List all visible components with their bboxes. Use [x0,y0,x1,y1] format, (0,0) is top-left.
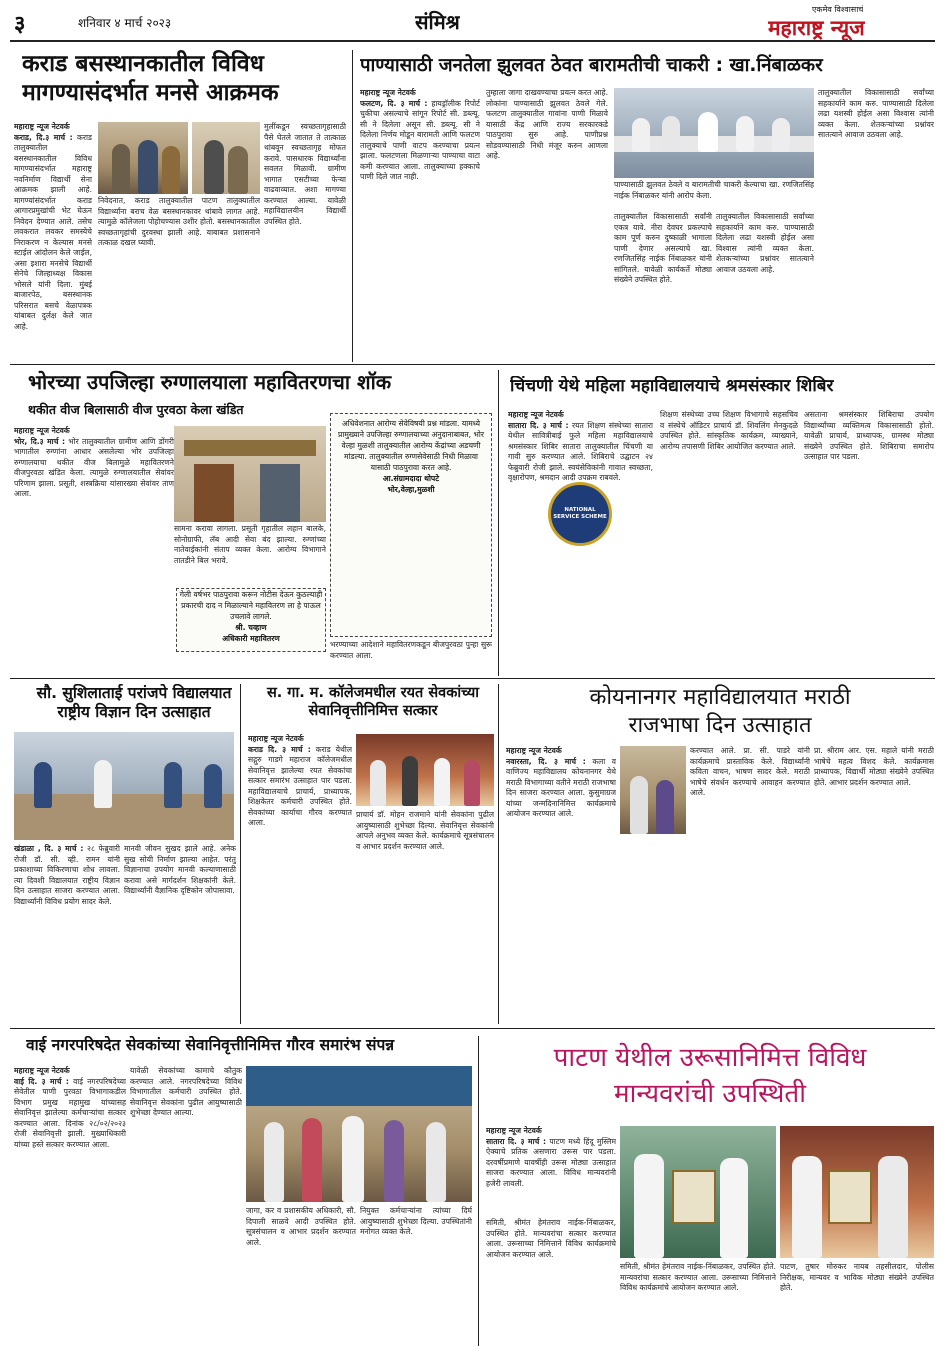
paranjape-body-1: २८ फेब्रुवारी रोजी डॉ. सी. व्ही. रामन यांनी प्रकाशाच्या विकिरणाचा शोध लावला. त्या दिवशी विद्यालयात राष्ट्रीय विज्ञान दिन उत्साहात साजरा करण्यात आला. विद्यार्थ्यांनी विविध प्रयोग सादर केले. [14,844,120,906]
karad-dateline: कराड, दि.३ मार्च : [14,132,73,142]
sgm-byline: महाराष्ट्र न्यूज नेटवर्क [248,734,304,743]
sgm-photo [356,734,494,806]
sgm-dateline: कराड दि. ३ मार्च : [248,744,311,754]
patan-photo-2 [780,1126,934,1258]
wai-body-1: वाई नगरपरिषदेच्या सेवेतील पाणी पुरवठा विभागाकडील विभाग प्रमुख महामुख यांच्यासह सेवानिवृत्त झालेल्या कर्मचाऱ्यांचा सत्कार करण्यात आला. दिनांक २८/०२/२०२३ रोजी सेवानिवृत्ती झाली. मुख्याधिकारी यांच्या हस्ते सत्कार करण्यात आला. [14,1076,126,1149]
paranjape-photo [14,732,234,840]
bhor-subheadline: थकीत वीज बिलासाठी वीज पुरवठा केला खंडित [28,402,244,417]
sgm-col1 [248,734,352,1024]
brand-tagline: एकमेव विश्वासाचं [812,5,864,14]
karad-headline [22,50,342,108]
patan-headline-line1: पाटण येथील उरूसानिमित्त विविध [553,1043,867,1073]
section-rule [10,678,935,679]
karad-photo-2 [192,122,260,194]
sgm-headline [248,684,498,720]
bhor-notice-text: अधिवेशनात आरोग्य सेवेविषयी प्रश्न मांडला. यामध्ये प्रामुख्याने उपजिल्हा रुग्णालयाच्या अनुदानाबाबत, भोर वेल्हा मुळशी तालुक्यातील आरोग्य केंद्रांच्या अडचणी मांडल्या. तालुक्यातील रुग्णसेवेसाठी निधी मिळावा यासाठी पाठपुरावा करत आहे. [338,419,484,472]
baramati-col3b: तालुक्यातील विकासासाठी सर्वांच्या सहकार्याने काम करु. पाण्यासाठी दिलेला लढा यशस्वी होईल असा विश्वास त्यांनी व्यक्त केला. शेतकऱ्यांच्या प्रश्नांवर सातत्याने आवाज उठवला आहे. [716,212,814,274]
karad-col2: निवेदनात, कराड तालुक्यातील पाटण तालुक्यातील विद्यार्थ्यांना बराच वेळ बसस्थानकावर थांबावे लागत आहे. त्यामुळे कॉलेजला पोहोचण्यास उशीर होतो. बसस्थानकातील स्वच्छतागृहांची दुरवस्था झाली आहे. याबाबत प्रशासनाने तत्काळ दखल घ्यावी. [98,196,260,247]
bhor-quote-role: अधिकारी महावितरण [222,634,280,643]
baramati-col4: तालुक्यातील विकासासाठी सर्वांच्या सहकार्याने काम करु. पाण्यासाठी दिलेला लढा यशस्वी होईल असा विश्वास त्यांनी व्यक्त केला. शेतकऱ्यांच्या प्रश्नांवर सातत्याने आवाज उठवला आहे. [818,88,934,139]
col-divider [352,50,353,362]
bhor-quote: गेली वर्षभर पाठपुरावा करून नोटीस देऊन कुठल्याही प्रकारची दाद न मिळाल्याने महावितरण ला हे पाऊल उचलावे लागले. [179,590,323,621]
patan-col3: पाटण, तुषार मोरुकर नायब तहसीलदार, पोलीस निरीक्षक, मान्यवर व भाविक मोठ्या संख्येने उपस्थित होते. [780,1262,934,1292]
koyna-col3: प्रा. श्रीराम आर. एस. महाले यांनी मराठी भाषेचे महत्व विशद केले. कार्यक्रमास प्राध्यापक, विद्यार्थी मोठ्या संख्येने उपस्थित होते. आभार प्रदर्शन करण्यात आले. [814,746,934,787]
bhor-notice-box [330,413,492,637]
brand-logo: महाराष्ट्र न्यूज [768,16,865,40]
baramati-body-1: हायड्रॉलीक रिपोर्ट चुकीचा असल्याचे सांगून रिपोर्ट सी. डब्ल्यू. सी ने दिलेला असून सी. डब्ल्यू. सी ने दिलेला निर्णय मोडून बारामती आणि फलटण तालुक्याचे पाणी वाटप करण्याचा प्रयत्न झाला. फलटणला मिळणाऱ्या पाण्याचा वाटा कमी करण्यात आला. तालुक्याच्या हक्काचे पाणी दिले जात नाही. [360,98,480,181]
koyna-headline-line2: राजभाषा दिन उत्साहात [628,712,812,738]
baramati-dateline: फलटण, दि. ३ मार्च : [360,98,428,108]
col-divider [498,684,499,1024]
bhor-notice-place: भोर,वेल्हा,मुळशी [387,485,435,494]
karad-body-1: कराड तालुक्यातील बसस्थानकातील विविध मागण्यासंदर्भात महाराष्ट्र नवनिर्माण विद्यार्थी सेना आक्रमक झाली आहे. मागण्यांसंदर्भात कराड आगारप्रमुखांची भेट घेऊन निवेदन देण्यात आले. तसेच लवकरात लवकर समस्येचे निराकरण न केल्यास मनसे स्टाईल आंदोलन केले जाईल, असा इशारा मनसेचे विद्यार्थी सेनेचे जिल्हाध्यक्ष विकास भोसले यांनी दिला. मुंबई बाजारपेठ, बसस्थानक परिसरात बसचे वेळापत्रक यांबाबत दुर्लक्ष केले जात आहे. [14,132,92,331]
bhor-notice-signature: आ.संग्रामदादा थोपटे [382,474,440,483]
section-rule [10,364,935,365]
issue-date: शनिवार ४ मार्च २०२३ [78,16,172,30]
bhor-col2: सामना करावा लागला. प्रसूती गृहातील लहान बालके, सोनोग्राफी, लॅब आदी सेवा बंद झाल्या. रुग्णांच्या नातेवाईकांनी संताप व्यक्त केला. आरोग्य विभागाने तातडीने बिल भरावे. [174,524,326,565]
wai-col4: नियुक्त कर्मचाऱ्यांना त्यांच्या दिर्घ आयुष्यासाठी शुभेच्छा दिल्या. उपस्थितांनी मनोगत व्यक्त केले. [360,1206,472,1236]
bhor-col1 [14,426,174,676]
koyna-body-1: कला व वाणिज्य महाविद्यालय कोयनानगर येथे मराठी विभागाच्या वतीने मराठी राजभाषा दिन साजरा करण्यात आला. कुसुमाग्रज यांच्या जन्मदिनानिमित्त कार्यक्रमाचे आयोजन करण्यात आले. [506,756,616,818]
patan-photo [620,1126,776,1258]
baramati-col3: तालुक्यातील विकासासाठी सर्वांनी एकत्र यावे. नीरा देवघर प्रकल्पाचे काम पूर्ण करुन दुष्काळी भागाला पाणी देणार असल्याचे खा. रणजितसिंह नाईक निंबाळकर यांनी सांगितले. यावेळी कार्यकर्ते मोठ्या संख्येने उपस्थित होते. [614,212,712,284]
chinchani-byline: महाराष्ट्र न्यूज नेटवर्क [508,410,564,419]
col-divider [240,684,241,1024]
baramati-byline: महाराष्ट्र न्यूज नेटवर्क [360,88,416,97]
karad-photo [98,122,188,194]
koyna-byline: महाराष्ट्र न्यूज नेटवर्क [506,746,562,755]
nss-logo [548,482,612,546]
baramati-col2: तुम्हाला जागा दाखवण्याचा प्रयत्न करत आहे. लोकांना पाण्यासाठी झुलवत ठेवले गेले. फलटण तालुक्यातील गावांना पाणी मिळावे यासाठी केंद्र आणि राज्य सरकारकडे पाठपुरावा सुरु आहे. पाणीप्रश्न सोडवण्यासाठी निधी मंजूर करुन आणला आहे. [486,88,608,160]
bhor-quote-signature: श्री. चव्हाण [235,623,267,632]
page-number: ३ [14,12,26,37]
bhor-body-1: भोर तालुक्यातील ग्रामीण आणि डोंगरी भागातील रुग्णांना आधार असलेल्या भोर उपजिल्हा रुग्णालयाचा थकीत वीज बिलामुळे महावितरणने वीजपुरवठा खंडित केला. त्यामुळे रुग्णालयातील सेवांवर परिणाम झाला. प्रसूती, शस्त्रक्रिया यांसारख्या सेवांवर ताण आला. [14,436,174,498]
karad-headline-line2: मागण्यासंदर्भात मनसे आक्रमक [22,79,279,106]
wai-col1 [14,1066,126,1346]
chinchani-dateline: सातारा दि. ३ मार्च : [508,420,569,430]
chinchani-col2: शिक्षण संस्थेच्या उच्च शिक्षण विभागाचे सहसचिव व संस्थेचे ऑडिटर प्राचार्य डॉ. शिवलिंग मेनकुदळे उपस्थित होते. सांस्कृतिक कार्यक्रम, व्याख्याने, आरोग्य तपासणी शिबिर आयोजित करण्यात आले. [660,410,798,451]
patan-headline [486,1040,934,1113]
wai-headline: वाई नगरपरिषदेत सेवकांच्या सेवानिवृत्तीनिमित्त गौरव समारंभ संपन्न [26,1036,395,1054]
wai-photo [246,1066,472,1202]
section-rule [10,1028,935,1029]
karad-col3: मुलींकडून स्वच्छतागृहासाठी पैसे घेतले जातात ते तात्काळ थांबवून स्वच्छतागृह मोफत करावे. पासधारक विद्यार्थ्यांना सवलत मिळावी. ग्रामीण भागात एसटीच्या फेऱ्या वाढवाव्यात. अशा मागण्या करण्यात आल्या. यावेळी महाविद्यालयीन विद्यार्थी उपस्थित होते. [264,122,346,226]
koyna-dateline: नवारस्ता, दि. ३ मार्च : [506,756,586,766]
wai-byline: महाराष्ट्र न्यूज नेटवर्क [14,1066,70,1075]
chinchani-col3: असताना श्रमसंस्कार शिबिराचा उपयोग विद्यार्थ्यांच्या व्यक्तिमत्व विकासासाठी होतो. यावेळी प्राचार्य, प्राध्यापक, ग्रामस्थ मोठ्या संख्येने उपस्थित होते. शिबिराचा समारोप उत्साहात पार पडला. [804,410,934,461]
patan-headline-line2: मान्यवरांची उपस्थिती [614,1079,806,1110]
karad-headline-line1: कराड बसस्थानकातील विविध [22,51,264,77]
paranjape-headline-line1: सौ. सुशिलाताई परांजपे विद्यालयात [36,684,232,702]
koyna-photo [620,746,686,834]
karad-col1 [14,122,92,360]
baramati-headline: पाण्यासाठी जनतेला झुलवत ठेवत बारामतीची चाकरी : खा.निंबाळकर [360,55,823,76]
chinchani-body-1: रयत शिक्षण संस्थेच्या सातारा येथील सावित्रीबाई फुले महिला महाविद्यालयाचे श्रमसंस्कार शिबिर सातारा तालुक्यातील चिंचणी या गावी सुरु करण्यात आले. शिबिराचे उद्घाटन २४ फेब्रुवारी रोजी झाले. स्वयंसेविकांनी गावात स्वच्छता, वृक्षारोपण, श्रमदान आदी उपक्रम राबवले. [508,420,653,482]
baramati-col1 [360,88,480,362]
patan-dateline: सातारा दि. ३ मार्च : [486,1136,546,1146]
wai-col3: जागा, कर व प्रशासकीय अधिकारी, सौ. दिपाली साळवे आदी उपस्थित होते. सूत्रसंचालन व आभार प्रदर्शन करण्यात आले. [246,1206,356,1247]
wai-col2: यावेळी सेवकांच्या कामाचे कौतुक करण्यात आले. नगरपरिषदेच्या विविध विभागातील कर्मचारी उपस्थित होते. सेवानिवृत्त सेवकांना पुढील आयुष्यासाठी शुभेच्छा देण्यात आल्या. [130,1066,242,1117]
sgm-body-1: कराड येथील सद्गुरु गाडगे महाराज कॉलेजमधील सेवानिवृत्त झालेल्या रयत सेवकांचा सत्कार समारंभ उत्साहात पार पडला. महाविद्यालयाचे प्राचार्य, प्राध्यापक, शिक्षकेतर कर्मचारी उपस्थित होते. सेवकांच्या कार्याचा गौरव करण्यात आला. [248,744,352,827]
sgm-col2: प्राचार्य डॉ. मोहन राजमाने यांनी सेवकांना पुढील आयुष्यासाठी शुभेच्छा दिल्या. सेवानिवृत्त सेवकांनी आपले अनुभव व्यक्त केले. कार्यक्रमाचे सूत्रसंचालन व आभार प्रदर्शन करण्यात आले. [356,810,494,851]
baramati-photo [614,88,814,178]
paranjape-col1 [14,844,120,1024]
wai-dateline: वाई दि. ३ मार्च : [14,1076,69,1086]
koyna-headline [506,684,934,739]
bhor-tail: भरण्याच्या आदेशाने महावितरणकडून बीजपुरवठा पुन्हा सुरू करण्यात आला. [330,640,492,660]
col-divider [498,370,499,676]
patan-col1 [486,1126,616,1216]
patan-col1b: समिती, श्रीमंत हेमंतराव नाईक-निंबाळकर, उपस्थित होते. मान्यवरांचा सत्कार करण्यात आला. उरूसाच्या निमित्ताने विविध कार्यक्रमांचे आयोजन करण्यात आले. [486,1218,616,1259]
patan-body-1: पाटण मध्ये हिंदू मुस्लिम ऐक्याचे प्रतिक असणारा उरूस पार पडला. दरवर्षीप्रमाणे यावर्षीही उरूस मोठ्या उत्साहात साजरा करण्यात आला. विविध मान्यवरांनी हजेरी लावली. [486,1136,616,1188]
nss-logo-text: NATIONAL SERVICE SCHEME [553,507,607,520]
paranjape-headline [24,684,244,723]
paranjape-headline-line2: राष्ट्रीय विज्ञान दिन उत्साहात [57,703,211,722]
koyna-headline-line1: कोयनानगर महाविद्यालयात मराठी [589,685,851,710]
col-divider [478,1036,479,1346]
paranjape-col2: मानवी जीवन सुखद झाले आहे. अनेक सुख सोयी निर्माण झाल्या आहेत. परंतु विज्ञानाचा उपयोग मानवी कल्याणासाठी करावा असे मार्गदर्शन शिक्षकांनी केले. विद्यार्थ्यांनी वैज्ञानिक दृष्टिकोन जोपासावा. [124,844,236,895]
koyna-col2: करण्यात आले. प्रा. सी. पाडरे यांनी कार्यक्रमाचे प्रास्ताविक केले. विद्यार्थ्यांनी कविता वाचन, भाषण सादर केले. मराठी भाषेचे संवर्धन करण्याचे आवाहन करण्यात आले. [690,746,810,797]
bhor-byline: महाराष्ट्र न्यूज नेटवर्क [14,426,70,435]
karad-byline: महाराष्ट्र न्यूज नेटवर्क [14,122,70,131]
chinchani-headline: चिंचणी येथे महिला महाविद्यालयाचे श्रमसंस्कार शिबिर [510,376,834,396]
sgm-headline-line1: स. गा. म. कॉलेजमधील रयत सेवकांच्या [266,685,480,701]
bhor-headline: भोरच्या उपजिल्हा रुग्णालयाला महावितरणचा शॉक [28,370,392,394]
sgm-headline-line2: सेवानिवृत्तीनिमित्त सत्कार [308,703,438,720]
patan-col2: समिती, श्रीमंत हेमंतराव नाईक-निंबाळकर, उपस्थित होते. मान्यवरांचा सत्कार करण्यात आला. उरूसाच्या निमित्ताने विविध कार्यक्रमांचे आयोजन करण्यात आले. [620,1262,776,1292]
koyna-col1 [506,746,616,1024]
patan-byline: महाराष्ट्र न्यूज नेटवर्क [486,1126,542,1135]
paranjape-dateline: खंडाळा , दि. ३ मार्च : [14,844,84,853]
bhor-quote-box [176,588,326,652]
bhor-dateline: भोर, दि.३ मार्च : [14,436,66,446]
masthead-rule [10,40,935,42]
section-title: संमिश्र [415,10,460,34]
baramati-caption: पाण्यासाठी झुलवत ठेवले व बारामतीची चाकरी केल्याचा खा. रणजितसिंह नाईक निंबाळकर यांनी आरोप केला. [614,180,814,200]
bhor-photo [174,426,326,522]
